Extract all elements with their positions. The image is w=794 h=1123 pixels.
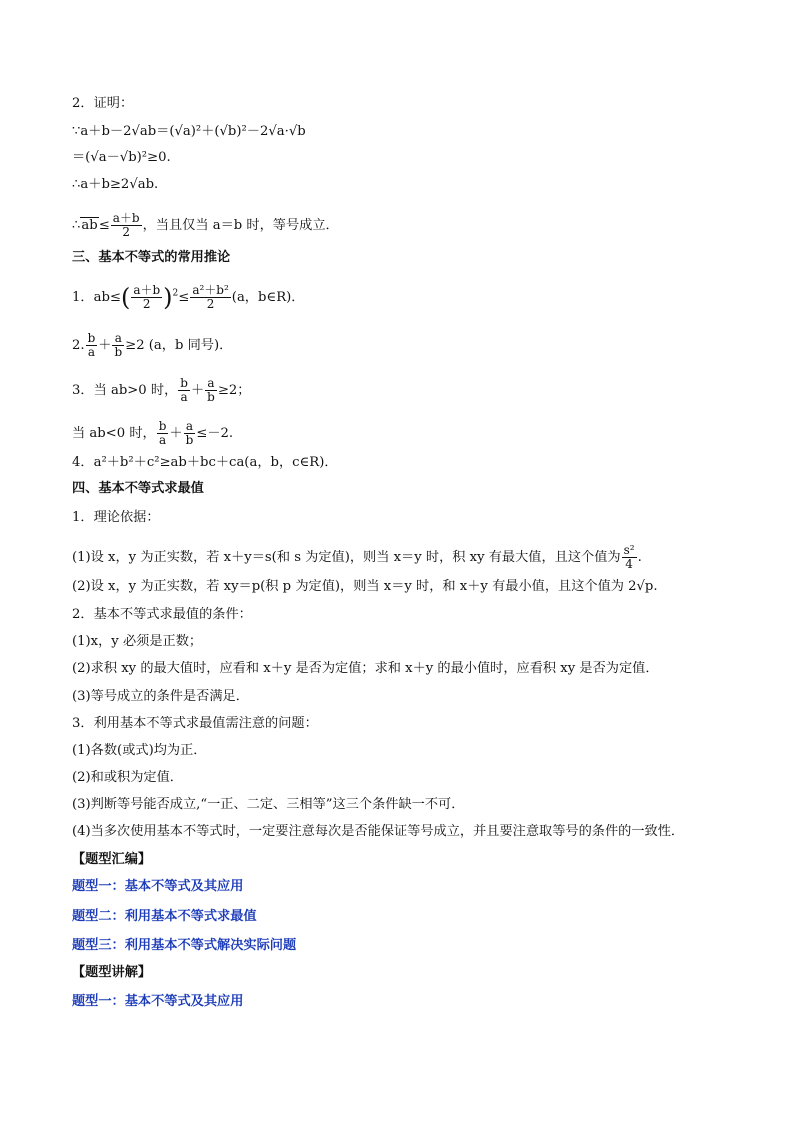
theory-basis: 1．理论依据：	[72, 510, 160, 525]
corollary-4: 4．a²＋b²＋c²≥ab＋bc＋ca(a，b，c∈R)．	[72, 455, 338, 470]
note-2: (2)和或积为定值．	[72, 770, 183, 785]
summary-type-2: 题型二：利用基本不等式求最值	[72, 909, 257, 924]
note-3: (3)判断等号能否成立,“一正、二定、三相等”这三个条件缺一不可．	[72, 797, 465, 812]
note-1: (1)各数(或式)均为正．	[72, 743, 207, 758]
section-3-heading: 三、基本不等式的常用推论	[72, 250, 231, 265]
proof-step-4: ∴ab≤ $\frac{a+b}{2}$ ，当且仅当 a＝b 时，等号成立．	[72, 211, 339, 239]
corollary-3b: 当 ab<0 时， $\frac{b}{a}$ ＋ $\frac{a}{b}$ ≤－2.	[72, 419, 234, 447]
theory-basis-2: (2)设 x，y 为正实数，若 xy＝p(积 p 为定值)，则当 x＝y 时，和 x＋y 有最小值，且这个值为 2√p.	[72, 579, 658, 594]
corollary-1: 1．ab≤( $\frac{a+b}{2}$ )$^2$≤ $\frac{\text{a²＋b²}}{2}$ (a，b∈R)．	[72, 283, 305, 312]
proof-title: 2．证明：	[72, 96, 134, 111]
section-4-heading: 四、基本不等式求最值	[72, 481, 204, 496]
summary-heading: 【题型汇编】	[72, 852, 152, 867]
condition-3: (3)等号成立的条件是否满足．	[72, 689, 249, 704]
notes-title: 3．利用基本不等式求最值需注意的问题：	[72, 716, 318, 731]
summary-type-3: 题型三：利用基本不等式解决实际问题	[72, 938, 297, 953]
proof-step-2: ＝(√a－√b)²≥0.	[72, 150, 171, 165]
summary-type-1: 题型一：基本不等式及其应用	[72, 879, 244, 894]
corollary-2: 2. $\frac{b}{a}$ ＋ $\frac{a}{b}$ ≥2 (a，b 同号)．	[72, 331, 233, 359]
condition-1: (1)x，y 必须是正数；	[72, 634, 203, 649]
proof-step-3: ∴a＋b≥2√ab.	[72, 177, 159, 192]
conditions-title: 2．基本不等式求最值的条件：	[72, 607, 252, 622]
note-4: (4)当多次使用基本不等式时，一定要注意每次是否能保证等号成立，并且要注意取等号的条件的一致性．	[72, 824, 685, 839]
explain-heading: 【题型讲解】	[72, 965, 152, 980]
explain-type-1: 题型一：基本不等式及其应用	[72, 994, 244, 1009]
condition-2: (2)求积 xy 的最大值时，应看和 x＋y 是否为定值；求和 x＋y 的最小值时，应看积 xy 是否为定值．	[72, 661, 659, 676]
theory-basis-1: (1)设 x，y 为正实数，若 x＋y＝s(和 s 为定值)，则当 x＝y 时，积 xy 有最大值，且这个值为 $\frac{\text{s²}}{4}$ .	[72, 543, 642, 571]
proof-step-1: ∵a＋b－2√ab＝(√a)²＋(√b)²－2√a·√b	[72, 124, 306, 139]
corollary-3: 3．当 ab>0 时， $\frac{b}{a}$ ＋ $\frac{a}{b}$ ≥2；	[72, 376, 251, 404]
